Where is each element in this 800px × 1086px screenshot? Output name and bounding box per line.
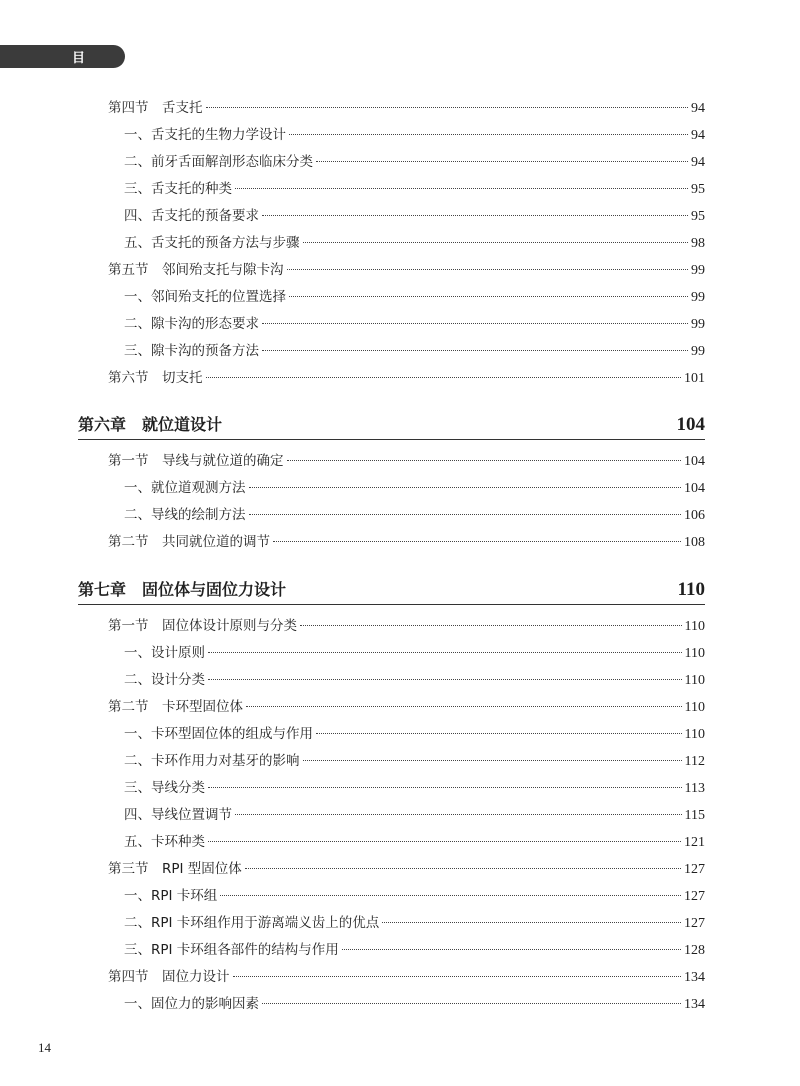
entry-title: 三、RPI 卡环组各部件的结构与作用 bbox=[124, 942, 339, 958]
toc-item-entry[interactable] bbox=[124, 668, 705, 688]
dot-leader bbox=[206, 107, 689, 108]
page-number: 14 bbox=[38, 1040, 51, 1055]
entry-page: 94 bbox=[691, 128, 705, 143]
entry-page: 99 bbox=[691, 317, 705, 332]
dot-leader bbox=[262, 215, 688, 216]
entry-title: 第二节 共同就位道的调节 bbox=[108, 534, 270, 550]
entry-page: 121 bbox=[684, 835, 705, 850]
chapter-heading[interactable] bbox=[78, 577, 705, 605]
entry-page: 99 bbox=[691, 263, 705, 278]
chapter-page: 110 bbox=[677, 579, 705, 600]
entry-page: 127 bbox=[684, 916, 705, 931]
entry-title: 第一节 固位体设计原则与分类 bbox=[108, 618, 297, 634]
entry-title: 二、设计分类 bbox=[124, 672, 205, 688]
toc-item-entry[interactable] bbox=[124, 938, 705, 958]
entry-page: 99 bbox=[691, 344, 705, 359]
toc-section-entry[interactable] bbox=[108, 96, 705, 116]
entry-title: 四、导线位置调节 bbox=[124, 807, 232, 823]
entry-title: 一、固位力的影响因素 bbox=[124, 996, 259, 1012]
dot-leader bbox=[208, 652, 682, 653]
entry-page: 110 bbox=[684, 646, 705, 661]
toc-item-entry[interactable] bbox=[124, 911, 705, 931]
dot-leader bbox=[233, 976, 682, 977]
dot-leader bbox=[300, 625, 682, 626]
entry-page: 108 bbox=[684, 535, 705, 550]
entry-page: 104 bbox=[684, 481, 705, 496]
entry-title: 三、隙卡沟的预备方法 bbox=[124, 343, 259, 359]
entry-title: 二、隙卡沟的形态要求 bbox=[124, 316, 259, 332]
entry-title: 三、导线分类 bbox=[124, 780, 205, 796]
toc-item-entry[interactable] bbox=[124, 992, 705, 1012]
entry-page: 110 bbox=[684, 727, 705, 742]
toc-section-entry[interactable] bbox=[108, 258, 705, 278]
entry-page: 110 bbox=[684, 673, 705, 688]
dot-leader bbox=[206, 377, 682, 378]
dot-leader bbox=[342, 949, 681, 950]
toc-item-entry[interactable] bbox=[124, 641, 705, 661]
entry-title: 五、舌支托的预备方法与步骤 bbox=[124, 235, 300, 251]
entry-title: 四、舌支托的预备要求 bbox=[124, 208, 259, 224]
dot-leader bbox=[303, 760, 682, 761]
dot-leader bbox=[303, 242, 689, 243]
toc-item-entry[interactable] bbox=[124, 476, 705, 496]
entry-title: 一、卡环型固位体的组成与作用 bbox=[124, 726, 313, 742]
dot-leader bbox=[287, 269, 689, 270]
toc-item-entry[interactable] bbox=[124, 803, 705, 823]
toc-section-entry[interactable] bbox=[108, 695, 705, 715]
entry-title: 第二节 卡环型固位体 bbox=[108, 699, 243, 715]
dot-leader bbox=[316, 733, 682, 734]
entry-page: 112 bbox=[684, 754, 705, 769]
toc-item-entry[interactable] bbox=[124, 150, 705, 170]
entry-title: 第一节 导线与就位道的确定 bbox=[108, 453, 284, 469]
entry-page: 127 bbox=[684, 889, 705, 904]
dot-leader bbox=[208, 679, 682, 680]
entry-page: 127 bbox=[684, 862, 705, 877]
dot-leader bbox=[289, 296, 688, 297]
dot-leader bbox=[246, 706, 682, 707]
chapter-heading[interactable] bbox=[78, 412, 705, 440]
dot-leader bbox=[316, 161, 688, 162]
entry-title: 一、RPI 卡环组 bbox=[124, 888, 218, 904]
dot-leader bbox=[262, 323, 688, 324]
dot-leader bbox=[382, 922, 681, 923]
toc-section-entry[interactable] bbox=[108, 965, 705, 985]
entry-page: 106 bbox=[684, 508, 705, 523]
toc-item-entry[interactable] bbox=[124, 722, 705, 742]
toc-item-entry[interactable] bbox=[124, 884, 705, 904]
toc-item-entry[interactable] bbox=[124, 231, 705, 251]
entry-title: 二、导线的绘制方法 bbox=[124, 507, 246, 523]
dot-leader bbox=[249, 487, 682, 488]
dot-leader bbox=[235, 188, 688, 189]
chapter-page: 104 bbox=[676, 414, 705, 435]
dot-leader bbox=[262, 1003, 681, 1004]
dot-leader bbox=[273, 541, 681, 542]
entry-page: 95 bbox=[691, 182, 705, 197]
entry-page: 134 bbox=[684, 997, 705, 1012]
entry-page: 115 bbox=[684, 808, 705, 823]
dot-leader bbox=[208, 841, 681, 842]
dot-leader bbox=[245, 868, 681, 869]
entry-title: 第三节 RPI 型固位体 bbox=[108, 861, 242, 877]
dot-leader bbox=[262, 350, 688, 351]
entry-title: 第五节 邻间殆支托与隙卡沟 bbox=[108, 262, 284, 278]
chapter-title: 第七章 固位体与固位力设计 bbox=[78, 580, 287, 599]
entry-title: 一、设计原则 bbox=[124, 645, 205, 661]
entry-title: 三、舌支托的种类 bbox=[124, 181, 232, 197]
dot-leader bbox=[249, 514, 682, 515]
toc-item-entry[interactable] bbox=[124, 776, 705, 796]
entry-title: 二、RPI 卡环组作用于游离端义齿上的优点 bbox=[124, 915, 380, 931]
entry-title: 一、邻间殆支托的位置选择 bbox=[124, 289, 286, 305]
toc-section-entry[interactable] bbox=[108, 614, 705, 634]
toc-item-entry[interactable] bbox=[124, 285, 705, 305]
entry-page: 128 bbox=[684, 943, 705, 958]
entry-page: 134 bbox=[684, 970, 705, 985]
dot-leader bbox=[287, 460, 682, 461]
dot-leader bbox=[220, 895, 681, 896]
toc-section-entry[interactable] bbox=[108, 449, 705, 469]
entry-page: 95 bbox=[691, 209, 705, 224]
entry-title: 第六节 切支托 bbox=[108, 370, 203, 386]
entry-page: 101 bbox=[684, 371, 705, 386]
entry-page: 113 bbox=[684, 781, 705, 796]
dot-leader bbox=[235, 814, 682, 815]
toc-header-tab bbox=[0, 45, 125, 85]
toc-item-entry[interactable] bbox=[124, 339, 705, 359]
toc-item-entry[interactable] bbox=[124, 830, 705, 850]
entry-title: 二、卡环作用力对基牙的影响 bbox=[124, 753, 300, 769]
entry-page: 94 bbox=[691, 155, 705, 170]
toc-header-label: 目 录 bbox=[72, 51, 95, 85]
entry-title: 二、前牙舌面解剖形态临床分类 bbox=[124, 154, 313, 170]
toc-item-entry[interactable] bbox=[124, 503, 705, 523]
chapter-title: 第六章 就位道设计 bbox=[78, 415, 223, 434]
entry-page: 110 bbox=[684, 619, 705, 634]
entry-page: 99 bbox=[691, 290, 705, 305]
toc-item-entry[interactable] bbox=[124, 749, 705, 769]
entry-title: 第四节 固位力设计 bbox=[108, 969, 230, 985]
toc-section-entry[interactable] bbox=[108, 530, 705, 550]
entry-title: 五、卡环种类 bbox=[124, 834, 205, 850]
toc-section-entry[interactable] bbox=[108, 857, 705, 877]
entry-page: 94 bbox=[691, 101, 705, 116]
entry-page: 104 bbox=[684, 454, 705, 469]
toc-item-entry[interactable] bbox=[124, 177, 705, 197]
toc-item-entry[interactable] bbox=[124, 204, 705, 224]
toc-section-entry[interactable] bbox=[108, 366, 705, 386]
dot-leader bbox=[289, 134, 688, 135]
toc-item-entry[interactable] bbox=[124, 312, 705, 332]
entry-title: 一、就位道观测方法 bbox=[124, 480, 246, 496]
entry-page: 110 bbox=[684, 700, 705, 715]
dot-leader bbox=[208, 787, 682, 788]
entry-title: 第四节 舌支托 bbox=[108, 100, 203, 116]
entry-title: 一、舌支托的生物力学设计 bbox=[124, 127, 286, 143]
toc-item-entry[interactable] bbox=[124, 123, 705, 143]
entry-page: 98 bbox=[691, 236, 705, 251]
